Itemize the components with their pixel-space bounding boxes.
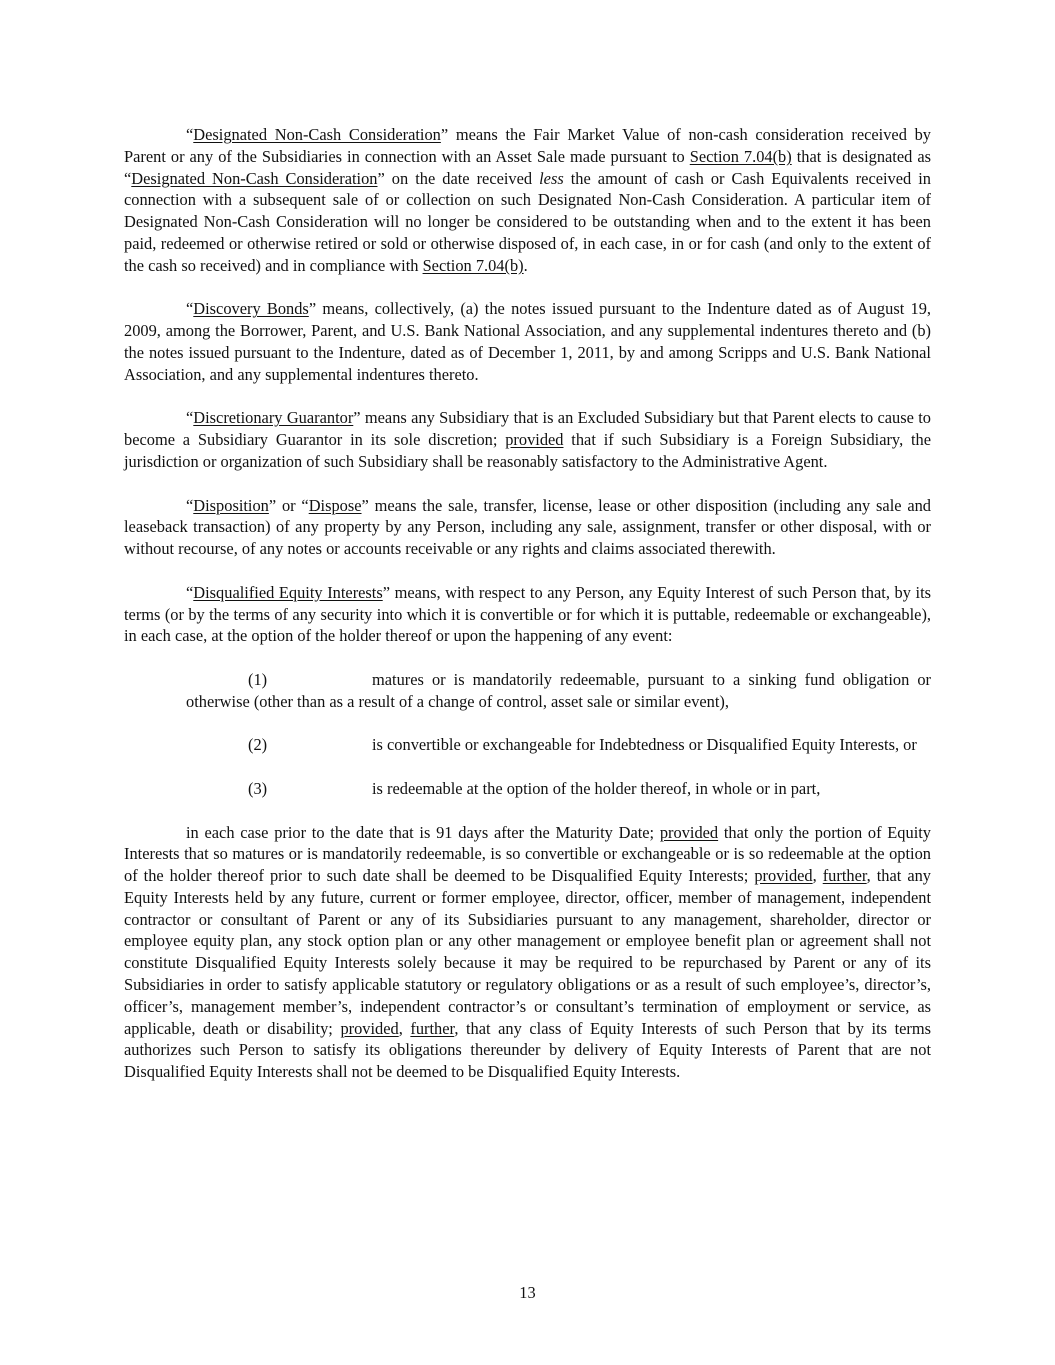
list-item-text: matures or is mandatorily redeemable, pursuant to a sinking fund obligation or otherwise (other than as a result of a change of control, asset sale or similar event), [186, 669, 931, 711]
proviso-term: further [410, 1018, 455, 1038]
quote-open: “ [186, 125, 194, 144]
section-reference: Section 7.04(b) [422, 255, 524, 275]
quote-open: “ [186, 582, 194, 602]
italic-term: less [539, 168, 564, 188]
list-item [186, 669, 931, 713]
proviso-term: provided [659, 822, 719, 842]
document-body [124, 124, 931, 1105]
disqualified-equity-continuation [124, 822, 931, 1084]
definition-text: ” means, with respect to any Person, any Equity Interest of such Person that, by its terms (or by the terms of any security into which it is convertible or for which it is puttable, redeemable or exchangeable), in each case, at the option of the holder thereof or upon the happening of any event: [124, 582, 931, 646]
definition-text: that if such Subsidiary is a Foreign Subsidiary, the jurisdiction or organization of such Subsidiary shall be reasonably satisfactory to the Administrative Agent. [124, 430, 932, 471]
definition-text: ” means the sale, transfer, license, lease or other disposition (including any sale and leaseback transaction) of any property by any Person, including any sale, assignment, transfer or other disposal, with or without recourse, of any notes or accounts receivable or any rights and claims associated therewith. [124, 495, 931, 559]
defined-term: Discovery Bonds [193, 299, 309, 319]
defined-term: Disposition [193, 495, 269, 515]
list-item-text: is convertible or exchangeable for Indebtedness or Disqualified Equity Interests, or [372, 735, 917, 755]
definition-text: in each case prior to the date that is 91 days after the Maturity Date; [186, 822, 660, 842]
definition-text: the amount of cash or Cash Equivalents received in connection with a subsequent sale of or collection on such Designated Non-Cash Consideration. A particular item of Designated Non-Cash Consideration will no longer be considered to be outstanding when and to the extent it has been paid, redeemed or otherwise retired or sold or otherwise disposed of, in each case, in or for cash (and only to the extent of the cash so received) and in compliance with [124, 168, 931, 275]
definition-text: ” on the date received [377, 168, 540, 188]
definition-text: that only the portion of Equity Interests that so matures or is mandatorily redeemable, is so convertible or exchangeable or is so redeemable at the option of the holder thereof prior to such date shall be deemed to be Disqualified Equity Interests; [124, 822, 931, 886]
list-item-text: is redeemable at the option of the holder thereof, in whole or in part, [372, 778, 821, 798]
section-reference: Section 7.04(b) [689, 146, 792, 166]
list-item [186, 778, 931, 800]
definition-text: . [523, 255, 528, 275]
proviso-term: provided [340, 1018, 399, 1038]
definition-text: , [812, 866, 823, 886]
definition-designated-non-cash-consideration [124, 124, 931, 277]
definition-text: , that any class of Equity Interests of such Person that by its terms authorizes such Person to satisfy its obligations thereunder by delivery of Equity Interests of Parent that are not Disqualified Equity Interests shall not be deemed to be Disqualified Equity Interests. [124, 1018, 931, 1082]
proviso-term: further [822, 866, 867, 886]
definition-text: ” means the Fair Market Value of non-cash consideration received by Parent or any of the Subsidiaries in connection with an Asset Sale made pursuant to [124, 125, 931, 166]
proviso-term: provided [754, 866, 813, 886]
defined-term: Disqualified Equity Interests [193, 582, 383, 602]
definition-disqualified-equity-interests [124, 582, 931, 647]
definition-text: that is designated as “ [124, 146, 931, 188]
quote-open: “ [186, 299, 194, 319]
list-item-number: (3) [248, 778, 268, 798]
definition-text: , that any Equity Interests held by any future, current or former employee, director, officer, member of management, independent contractor or consultant of Parent or any of its Subsidiaries pursuant to any management, shareholder, director or employee equity plan, any stock option plan or any other management or employee benefit plan or agreement shall not constitute Disqualified Equity Interests solely because it may be required to be repurchased by Parent or any of its Subsidiaries in order to satisfy applicable statutory or regulatory obligations or as a result of such employee’s, director’s, officer’s, management member’s, independent contractor’s or consultant’s termination of employment or service, as applicable, death or disability; [124, 866, 931, 1038]
quote-open: “ [186, 495, 194, 515]
page-number: 13 [519, 1283, 536, 1302]
definition-text: ” means, collectively, (a) the notes issued pursuant to the Indenture dated as of August 19, 2009, among the Borrower, Parent, and U.S. Bank National Association, and any supplemental indentures thereto and (b) the notes issued pursuant to the Indenture, dated as of December 1, 2011, by and among Scripps and U.S. Bank National Association, and any supplemental indentures thereto. [124, 299, 932, 384]
definition-discovery-bonds [124, 298, 931, 385]
defined-term: Discretionary Guarantor [193, 408, 354, 428]
definition-disposition [124, 495, 931, 560]
quote-open: “ [186, 408, 194, 428]
defined-term: Designated Non-Cash Consideration [193, 125, 441, 144]
definition-text: , [398, 1018, 411, 1038]
list-item-number: (1) [248, 669, 268, 689]
definition-text: ” or “ [268, 495, 309, 515]
proviso-term: provided [505, 430, 564, 450]
definition-text: ” means any Subsidiary that is an Excluded Subsidiary but that Parent elects to cause to become a Subsidiary Guarantor in its sole discretion; [124, 408, 931, 450]
defined-term: Designated Non-Cash Consideration [131, 168, 378, 188]
list-item-number: (2) [248, 735, 268, 755]
defined-term: Dispose [308, 495, 362, 515]
definition-discretionary-guarantor [124, 407, 931, 472]
list-item [186, 734, 931, 756]
